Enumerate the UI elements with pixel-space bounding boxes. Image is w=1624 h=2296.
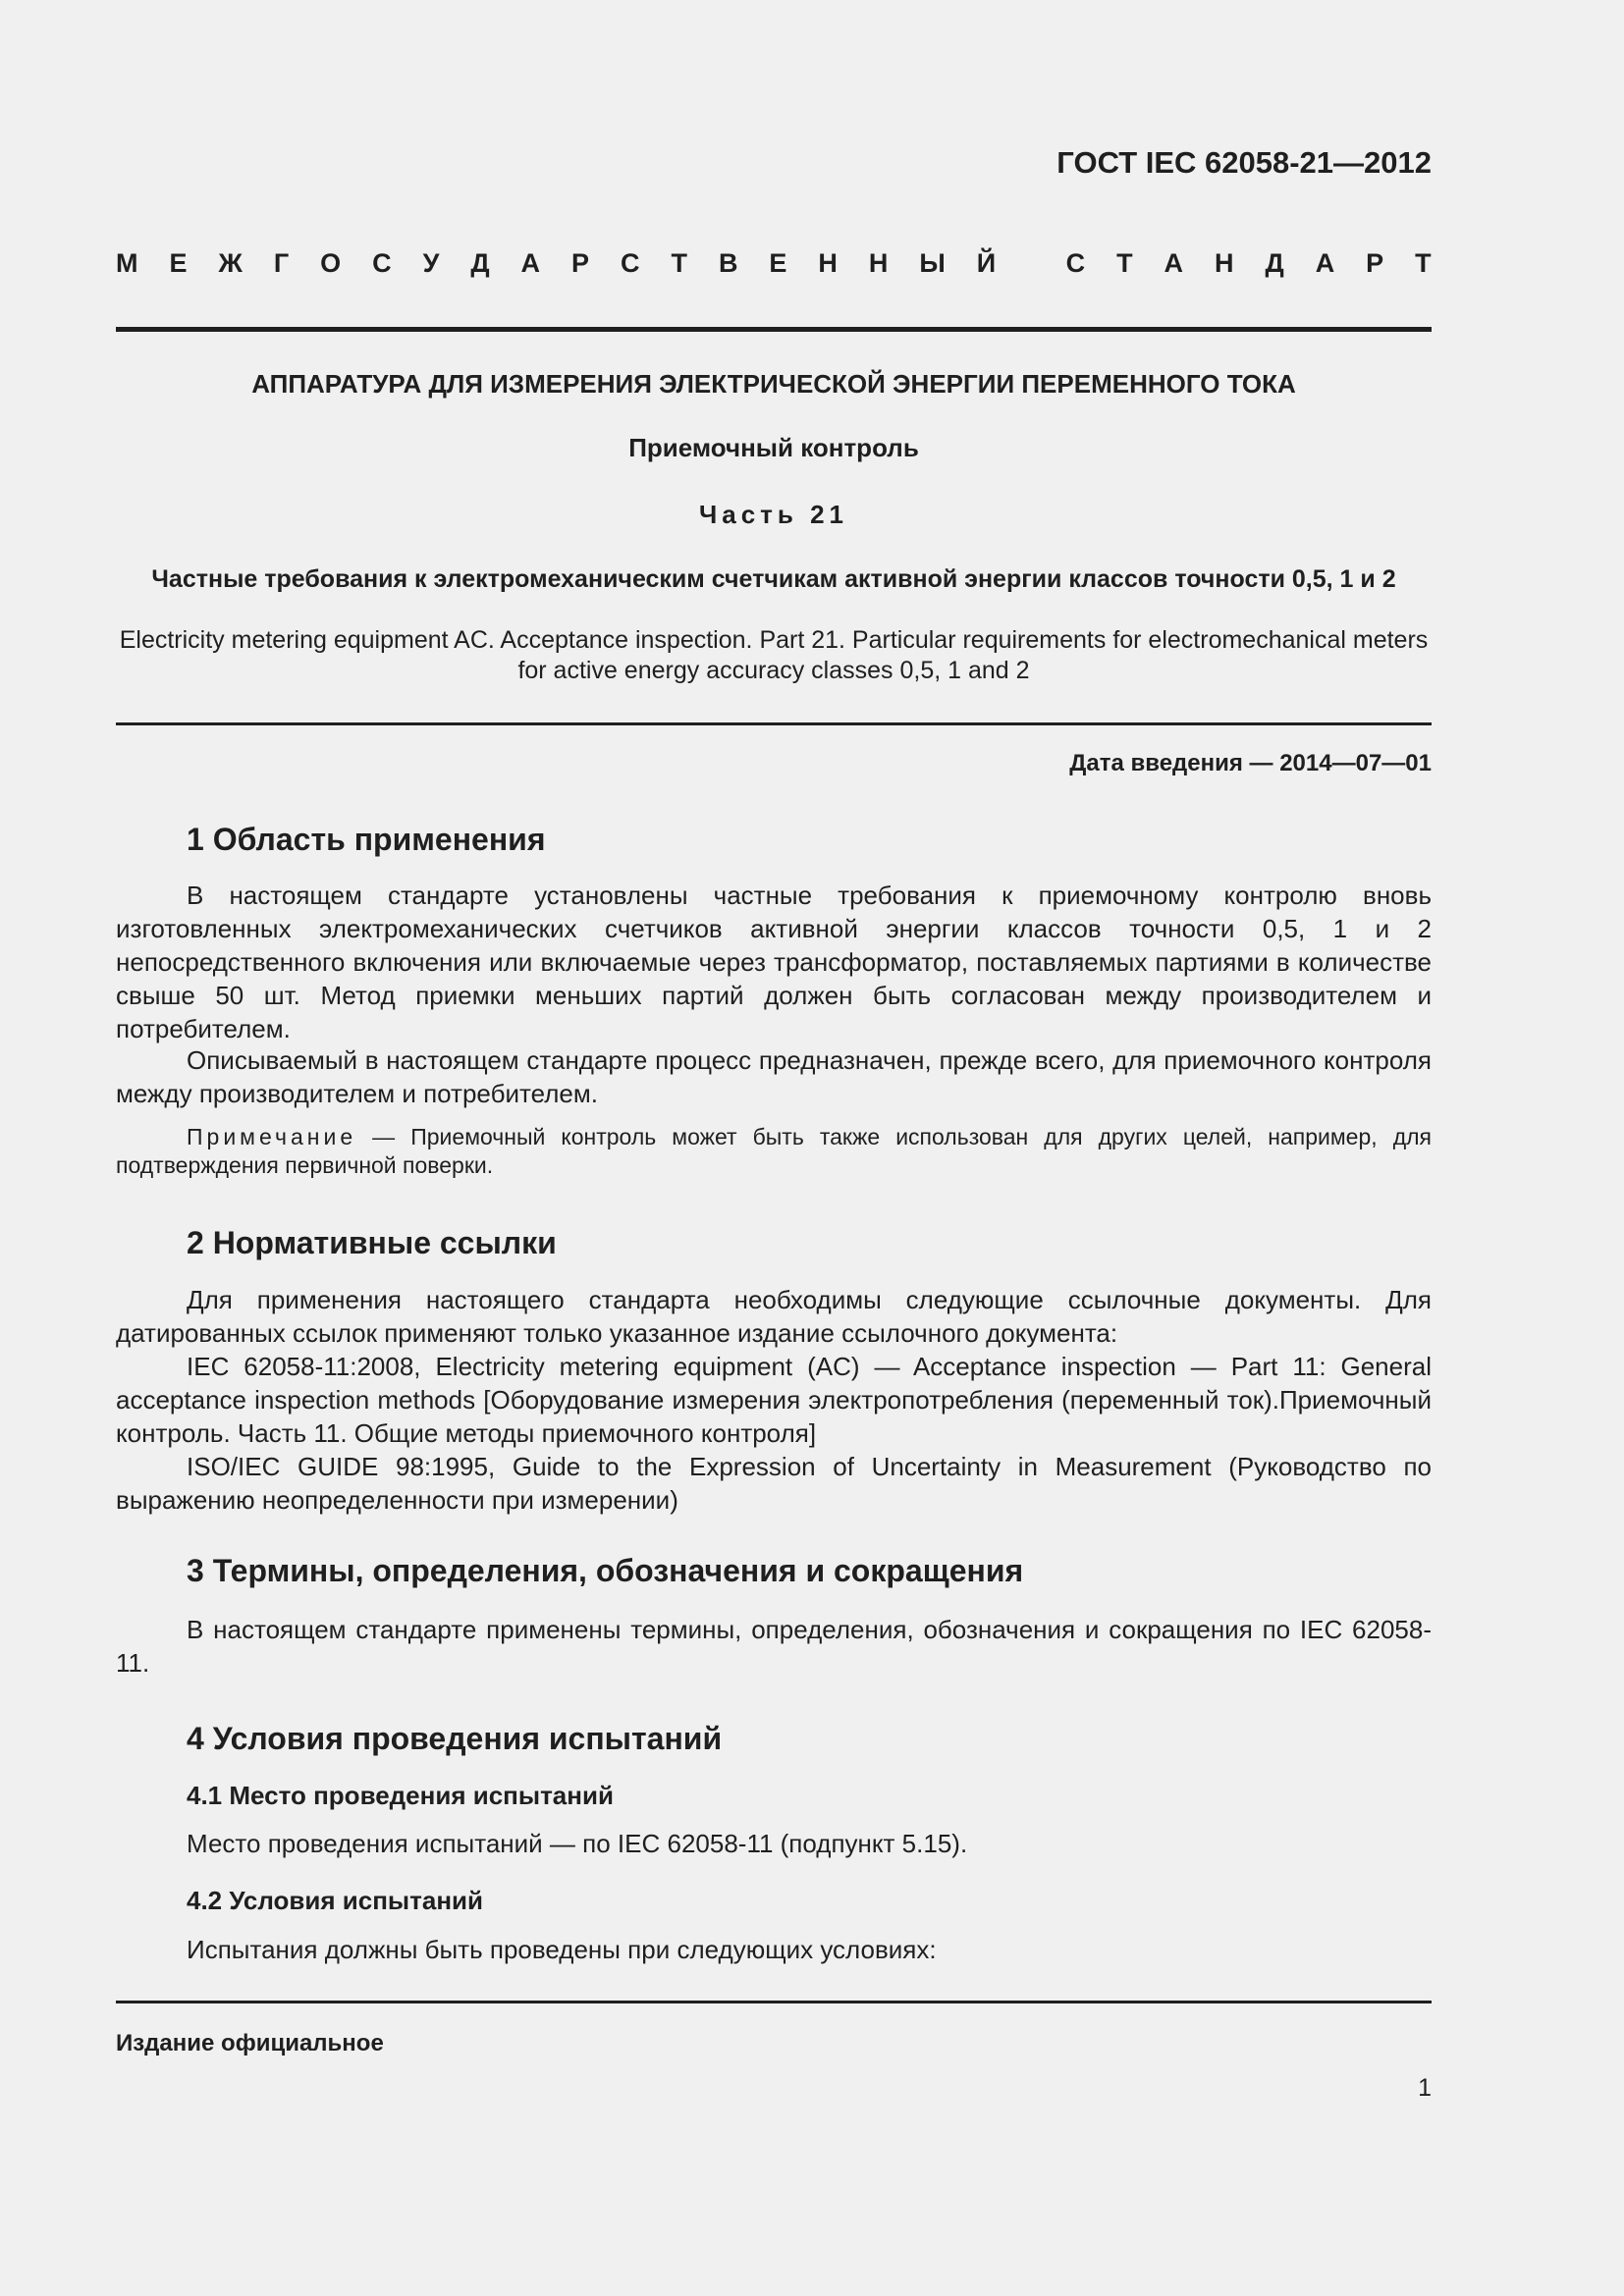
title-rule (116, 722, 1432, 725)
standard-kind-letter: Н (818, 248, 838, 278)
note-text: — Приемочный контроль может быть также использован для других целей, например, для подтверждения первичной поверки. (116, 1124, 1432, 1178)
section-1-note (116, 1123, 1432, 1180)
section-3-heading: 3 Термины, определения, обозначения и сокращения (187, 1553, 1024, 1588)
standard-kind-letter: Н (868, 248, 889, 278)
standard-kind-letter: Г (273, 248, 290, 278)
title-part: Часть 21 (698, 500, 849, 529)
title-sub: Приемочный контроль (628, 433, 919, 462)
title-particular: Частные требования к электромеханическим счетчикам активной энергии классов точности 0,5, 1 и 2 (151, 565, 1396, 593)
title-english (116, 625, 1432, 686)
note-label: Примечание (187, 1124, 357, 1149)
section-4-1-text: Место проведения испытаний — по IEC 62058-11 (подпункт 5.15). (187, 1829, 968, 1858)
section-2-paragraph-1: Для применения настоящего стандарта необходимы следующие ссылочные документы. Для датированных ссылок применяют только указанное издание ссылочного документа: (116, 1285, 1432, 1348)
standard-kind-letter: Ж (218, 248, 243, 278)
section-4-2-text: Испытания должны быть проведены при следующих условиях: (187, 1935, 937, 1964)
standard-kind-letter: С (1065, 248, 1086, 278)
standard-kind-letter: А (520, 248, 541, 278)
standard-kind-letter: А (1164, 248, 1184, 278)
edition-label: Издание официальное (116, 2030, 384, 2056)
section-3-paragraph-1: В настоящем стандарте применены термины, определения, обозначения и сокращения по IEC 62058-11. (116, 1615, 1432, 1678)
section-1-paragraph-2: Описываемый в настоящем стандарте процесс предназначен, прежде всего, для приемочного контроля между производителем и потребителем. (116, 1045, 1432, 1108)
footer-rule (116, 2001, 1432, 2003)
standard-kind-letter: Н (1215, 248, 1234, 278)
standard-kind-letter: Ы (919, 248, 946, 278)
standard-kind-letter: В (718, 248, 738, 278)
title-english-line2: for active energy accuracy classes 0,5, 1 and 2 (517, 657, 1030, 684)
standard-kind-letter: Д (470, 248, 490, 278)
standard-kind-letter: У (422, 248, 440, 278)
page-number: 1 (1418, 2074, 1432, 2102)
standard-kind-letter: Р (1366, 248, 1384, 278)
section-4-2-heading: 4.2 Условия испытаний (187, 1886, 483, 1915)
section-1-heading: 1 Область применения (187, 822, 546, 857)
standard-kind-letter: Т (1415, 248, 1432, 278)
section-2-paragraph-3: ISO/IEC GUIDE 98:1995, Guide to the Expression of Uncertainty in Measurement (Руководство по выражению неопределенности при измерении) (116, 1452, 1432, 1515)
standard-kind-letter: С (372, 248, 392, 278)
standard-kind-letter: А (1315, 248, 1335, 278)
standard-kind-letter: Е (169, 248, 188, 278)
section-2-paragraph-2: IEC 62058-11:2008, Electricity metering equipment (AC) — Acceptance inspection — Part 11: General acceptance inspection methods [Оборудование измерения электропотребления (переменный ток).Приемочный контроль. Часть 11. Общие методы приемочного контроля] (116, 1352, 1432, 1448)
section-4-heading: 4 Условия проведения испытаний (187, 1721, 723, 1756)
standard-kind-letter: О (320, 248, 342, 278)
standard-kind-letter: Т (1116, 248, 1133, 278)
standard-kind-letter: Й (976, 248, 997, 278)
title-english-line1: Electricity metering equipment AC. Acceptance inspection. Part 21. Particular requirements for electromechanical meters (119, 626, 1429, 654)
introduction-date: Дата введения — 2014—07—01 (1069, 750, 1432, 776)
section-4-1-heading: 4.1 Место проведения испытаний (187, 1781, 614, 1810)
standard-kind-letter: М (116, 248, 138, 278)
section-2-heading: 2 Нормативные ссылки (187, 1225, 557, 1260)
standard-kind-letter: Т (671, 248, 687, 278)
document-id: ГОСТ IEC 62058-21—2012 (1056, 145, 1432, 180)
standard-kind-letter (1027, 248, 1035, 279)
standard-kind-letter: С (621, 248, 640, 278)
standard-kind-letter: Д (1265, 248, 1284, 278)
section-1-paragraph-1: В настоящем стандарте установлены частные требования к приемочному контролю вновь изготовленных электромеханических счетчиков активной энергии классов точности 0,5, 1 и 2 непосредственного включения или включаемые через трансформатор, поставляемых партиями в количестве свыше 50 шт. Метод приемки меньших партий должен быть согласован между производителем и потребителем. (116, 881, 1432, 1043)
standard-kind-heading (116, 248, 1432, 279)
standard-kind-letter: Е (769, 248, 787, 278)
header-rule (116, 327, 1432, 332)
standard-kind-letter: Р (571, 248, 590, 278)
title-main: АППАРАТУРА ДЛЯ ИЗМЕРЕНИЯ ЭЛЕКТРИЧЕСКОЙ ЭНЕРГИИ ПЕРЕМЕННОГО ТОКА (251, 369, 1296, 399)
